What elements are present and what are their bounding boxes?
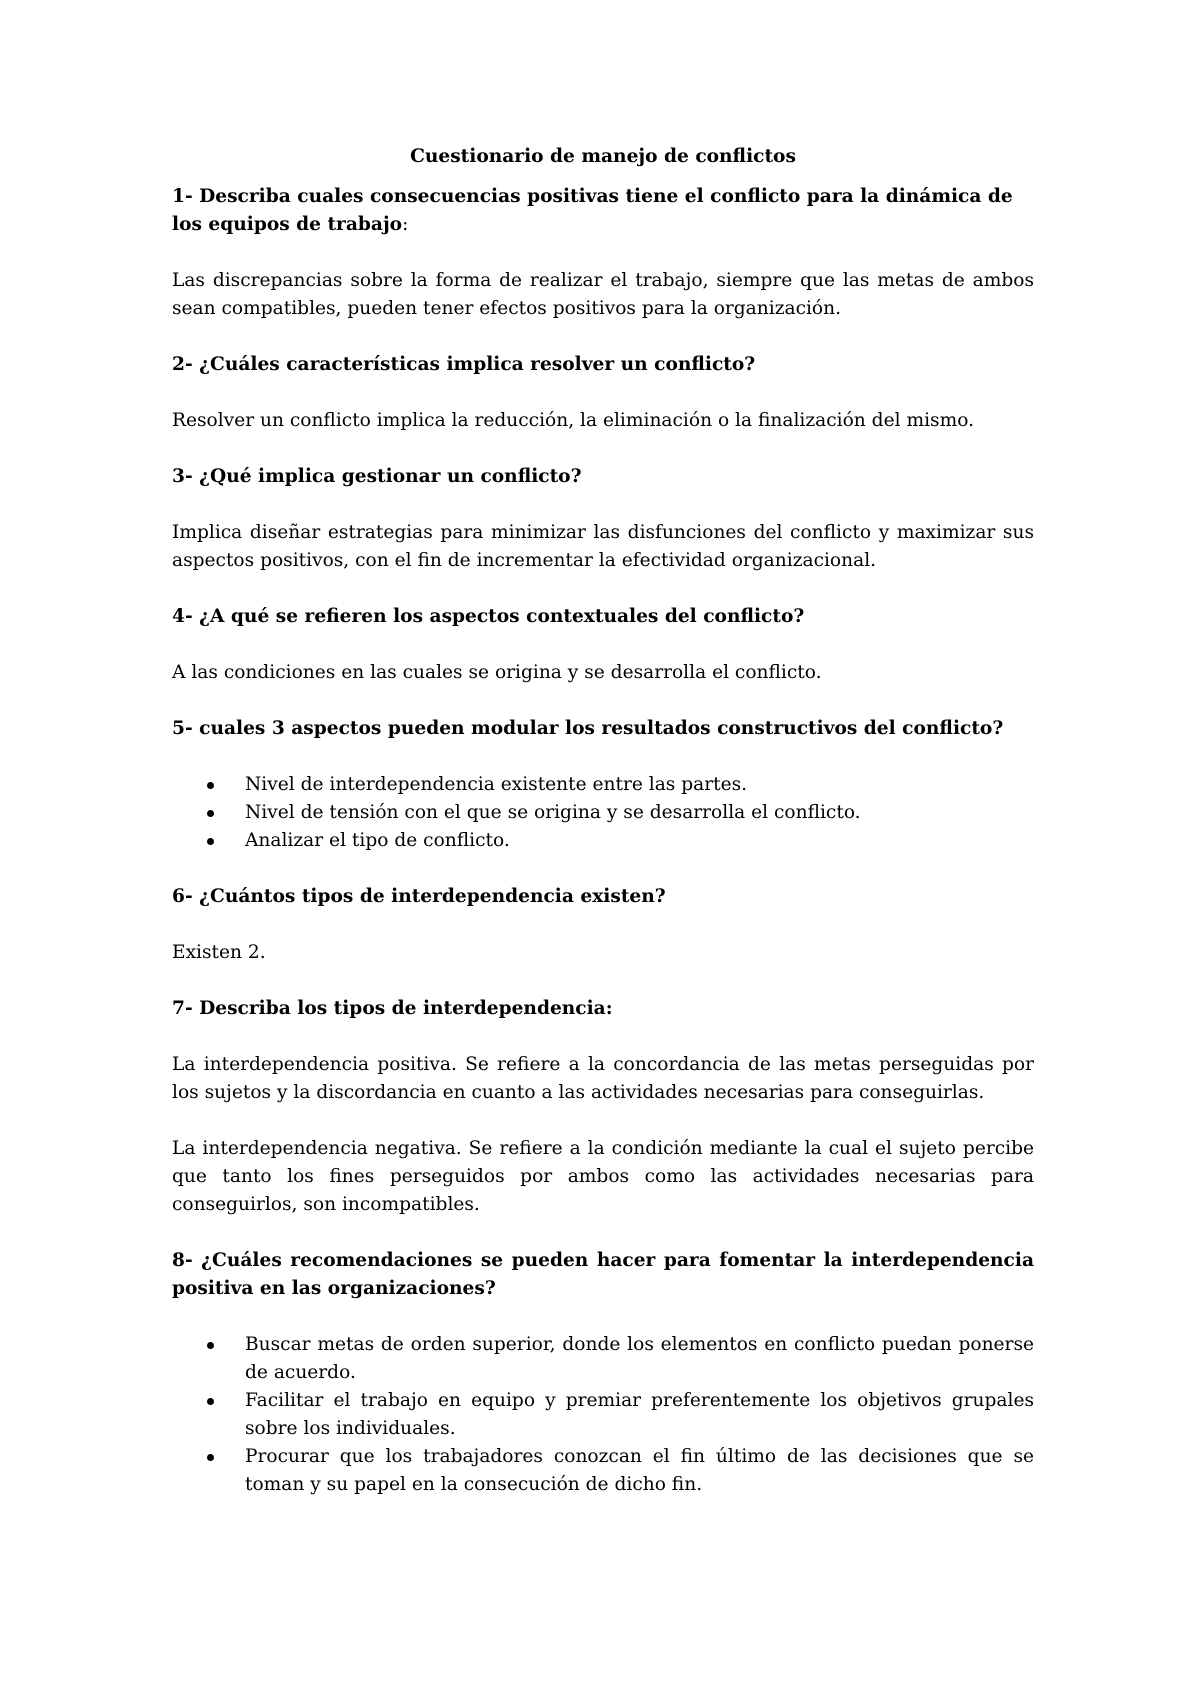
- question-3: 3- ¿Qué implica gestionar un conflicto?: [172, 466, 582, 487]
- list-item: [172, 1387, 1034, 1443]
- list-item-text: Nivel de tensión con el que se origina y se desarrolla el conflicto.: [245, 802, 861, 823]
- question-1-colon: :: [402, 214, 409, 235]
- list-item: [172, 1443, 1034, 1499]
- list-item-text: Nivel de interdependencia existente entre las partes.: [245, 774, 748, 795]
- list-item: [172, 1331, 1034, 1387]
- answer-6: Existen 2.: [172, 942, 266, 963]
- list-item-text: Analizar el tipo de conflicto.: [245, 830, 510, 851]
- answer-1: Las discrepancias sobre la forma de realizar el trabajo, siempre que las metas de ambos sean compatibles, pueden tener efectos positivos para la organización.: [172, 270, 1034, 319]
- answer-8-list: [172, 1331, 1034, 1499]
- question-8: 8- ¿Cuáles recomendaciones se pueden hacer para fomentar la interdependencia positiva en las organizaciones?: [172, 1250, 1034, 1299]
- list-item-text: Procurar que los trabajadores conozcan el fin último de las decisiones que se toman y su papel en la consecución de dicho fin.: [245, 1446, 1034, 1495]
- list-item-text: Facilitar el trabajo en equipo y premiar preferentemente los objetivos grupales sobre los individuales.: [245, 1390, 1034, 1439]
- answer-7-negative: La interdependencia negativa. Se refiere a la condición mediante la cual el sujeto percibe que tanto los fines perseguidos por ambos como las actividades necesarias para conseguirlos, son incompatibles.: [172, 1138, 1034, 1215]
- answer-3: Implica diseñar estrategias para minimizar las disfunciones del conflicto y maximizar sus aspectos positivos, con el fin de incrementar la efectividad organizacional.: [172, 522, 1034, 571]
- bullet-icon: [207, 782, 214, 789]
- question-6: 6- ¿Cuántos tipos de interdependencia existen?: [172, 886, 666, 907]
- list-item-text: Buscar metas de orden superior, donde los elementos en conflicto puedan ponerse de acuerdo.: [245, 1334, 1034, 1383]
- question-1-text: 1- Describa cuales consecuencias positivas tiene el conflicto para la dinámica de los equipos de trabajo: [172, 186, 1013, 235]
- question-2: 2- ¿Cuáles características implica resolver un conflicto?: [172, 354, 756, 375]
- answer-2: Resolver un conflicto implica la reducción, la eliminación o la finalización del mismo.: [172, 410, 974, 431]
- document-page: [172, 143, 1034, 1527]
- bullet-icon: [207, 1454, 214, 1461]
- answer-5-list: [172, 771, 1034, 855]
- question-4: 4- ¿A qué se refieren los aspectos contextuales del conflicto?: [172, 606, 805, 627]
- bullet-icon: [207, 1398, 214, 1405]
- bullet-icon: [207, 838, 214, 845]
- question-5: 5- cuales 3 aspectos pueden modular los resultados constructivos del conflicto?: [172, 718, 1004, 739]
- question-1: [172, 183, 1034, 239]
- answer-4: A las condiciones en las cuales se origina y se desarrolla el conflicto.: [172, 662, 822, 683]
- answer-7-positive: La interdependencia positiva. Se refiere a la concordancia de las metas perseguidas por los sujetos y la discordancia en cuanto a las actividades necesarias para conseguirlas.: [172, 1054, 1034, 1103]
- list-item: [172, 771, 1034, 799]
- question-7: 7- Describa los tipos de interdependencia:: [172, 998, 613, 1019]
- document-title: Cuestionario de manejo de conflictos: [410, 146, 796, 167]
- bullet-icon: [207, 810, 214, 817]
- bullet-icon: [207, 1342, 214, 1349]
- list-item: [172, 799, 1034, 827]
- list-item: [172, 827, 1034, 855]
